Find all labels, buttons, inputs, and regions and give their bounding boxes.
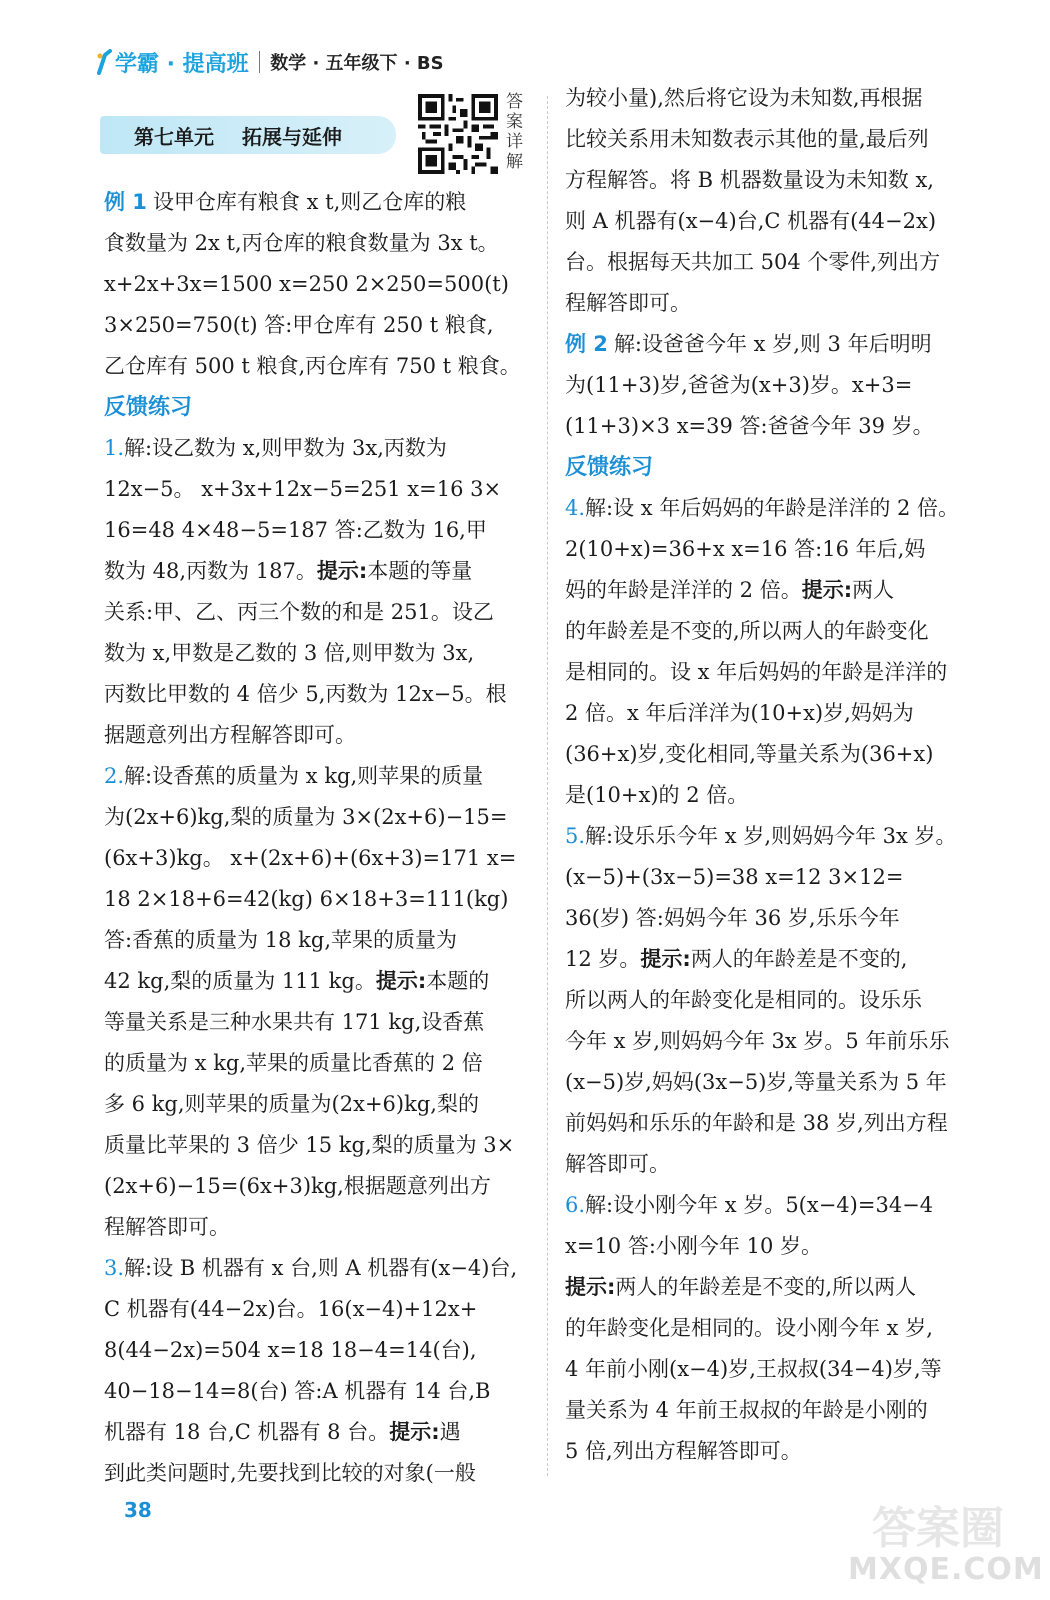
watermark-logo — [848, 1492, 1044, 1592]
hint-text: 本题的 — [426, 969, 490, 993]
line-text: 12x−5。 x+3x+12x−5=251 x=16 3× — [104, 477, 502, 501]
text-line — [104, 1043, 536, 1084]
header-divider — [259, 51, 261, 73]
text-line — [565, 119, 1005, 160]
line-text: C 机器有(44−2x)台。16(x−4)+12x+ — [104, 1297, 478, 1321]
hint-label: 提示: — [389, 1420, 440, 1444]
line-text: 质量比苹果的 3 倍少 15 kg,梨的质量为 3× — [104, 1133, 515, 1157]
line-text: 数为 48,丙数为 187。 — [104, 559, 317, 583]
unit-number: 第七单元 — [134, 124, 214, 149]
watermark-url: MXQE.COM — [848, 1552, 1044, 1587]
line-text: (x−5)岁,妈妈(3x−5)岁,等量关系为 5 年 — [565, 1070, 947, 1094]
exercise-number: 3. — [104, 1256, 125, 1280]
line-text: 8(44−2x)=504 x=18 18−4=14(台), — [104, 1338, 477, 1362]
text-line — [104, 1166, 536, 1207]
text-line — [565, 611, 1005, 652]
line-text: x=10 答:小刚今年 10 岁。 — [565, 1234, 822, 1258]
text-line — [565, 324, 1005, 365]
line-text: 2 倍。x 年后洋洋为(10+x)岁,妈妈为 — [565, 701, 914, 725]
text-line — [565, 1308, 1005, 1349]
text-line — [104, 838, 536, 879]
hint-text: 本题的等量 — [367, 559, 473, 583]
text-line — [104, 961, 536, 1002]
exercise-number: 5. — [565, 824, 586, 848]
text-line — [565, 980, 1005, 1021]
text-line — [104, 387, 536, 428]
text-line — [565, 1062, 1005, 1103]
text-line — [565, 365, 1005, 406]
subject-label: 数学 · 五年级下 · BS — [270, 53, 444, 74]
line-text: 量关系为 4 年前王叔叔的年龄是小刚的 — [565, 1398, 928, 1422]
line-text: 程解答即可。 — [104, 1215, 230, 1239]
text-line — [104, 1207, 536, 1248]
line-text: 程解答即可。 — [565, 291, 691, 315]
line-text: 答:香蕉的质量为 18 kg,苹果的质量为 — [104, 928, 457, 952]
hint-label: 提示: — [375, 969, 427, 993]
line-text: 设甲仓库有粮食 x t,则乙仓库的粮 — [152, 190, 467, 214]
line-text: 2(10+x)=36+x x=16 答:16 年后,妈 — [565, 537, 926, 561]
line-text: 比较关系用未知数表示其他的量,最后列 — [565, 127, 929, 151]
line-text: 台。根据每天共加工 504 个零件,列出方 — [565, 250, 941, 274]
text-line — [565, 1021, 1005, 1062]
line-text: 方程解答。将 B 机器数量设为未知数 x, — [565, 168, 934, 192]
line-text: 3×250=750(t) 答:甲仓库有 250 t 粮食, — [104, 313, 494, 337]
text-line — [104, 1248, 536, 1289]
section-heading: 反馈练习 — [565, 455, 654, 480]
text-line — [565, 652, 1005, 693]
qr-code-icon[interactable] — [418, 94, 498, 174]
example-label: 例 2 — [565, 332, 608, 356]
text-line — [565, 283, 1005, 324]
line-text: 解:设香蕉的质量为 x kg,则苹果的质量 — [124, 764, 484, 788]
text-line — [565, 1103, 1005, 1144]
text-line — [565, 447, 1005, 488]
text-line — [104, 1084, 536, 1125]
text-line — [104, 715, 536, 756]
text-line — [565, 78, 1005, 119]
line-text: 机器有 18 台,C 机器有 8 台。 — [104, 1420, 390, 1444]
text-line — [565, 1431, 1005, 1472]
line-text: 妈的年龄是洋洋的 2 倍。 — [565, 578, 802, 602]
line-text: 5 倍,列出方程解答即可。 — [565, 1439, 802, 1463]
page-header — [96, 42, 444, 82]
text-line — [565, 775, 1005, 816]
line-text: 为较小量),然后将它设为未知数,再根据 — [565, 86, 923, 110]
section-heading: 反馈练习 — [104, 395, 193, 420]
line-text: 是相同的。设 x 年后妈妈的年龄是洋洋的 — [565, 660, 948, 684]
line-text: 关系:甲、乙、丙三个数的和是 251。设乙 — [104, 600, 494, 624]
text-line — [104, 182, 536, 223]
line-text: 的质量为 x kg,苹果的质量比香蕉的 2 倍 — [104, 1051, 483, 1075]
text-line — [104, 1002, 536, 1043]
line-text: 解:设 B 机器有 x 台,则 A 机器有(x−4)台, — [124, 1256, 518, 1280]
line-text: (2x+6)−15=(6x+3)kg,根据题意列出方 — [104, 1174, 491, 1198]
text-line — [565, 1144, 1005, 1185]
text-line — [565, 488, 1005, 529]
text-line — [565, 1390, 1005, 1431]
text-line — [104, 428, 536, 469]
text-line — [565, 201, 1005, 242]
text-line — [565, 857, 1005, 898]
hint-text: 遇 — [439, 1420, 461, 1444]
right-column — [565, 78, 1005, 1472]
text-line — [565, 693, 1005, 734]
line-text: 解:设 x 年后妈妈的年龄是洋洋的 2 倍。 — [585, 496, 960, 520]
hint-text: 两人 — [852, 578, 895, 602]
line-text: 前妈妈和乐乐的年龄和是 38 岁,列出方程 — [565, 1111, 948, 1135]
exercise-number: 2. — [104, 764, 125, 788]
line-text: 解:设小刚今年 x 岁。5(x−4)=34−4 — [585, 1193, 934, 1217]
text-line — [565, 1349, 1005, 1390]
line-text: 解答即可。 — [565, 1152, 670, 1176]
text-line — [104, 1289, 536, 1330]
text-line — [565, 816, 1005, 857]
hint-label: 提示: — [316, 559, 368, 583]
line-text: 18 2×18+6=42(kg) 6×18+3=111(kg) — [104, 887, 509, 911]
unit-banner — [100, 116, 396, 154]
text-line — [565, 406, 1005, 447]
exercise-number: 4. — [565, 496, 586, 520]
text-line — [565, 529, 1005, 570]
text-line — [565, 1185, 1005, 1226]
exercise-number: 1. — [104, 436, 125, 460]
line-text: 多 6 kg,则苹果的质量为(2x+6)kg,梨的 — [104, 1092, 479, 1116]
page-number: 38 — [124, 1498, 152, 1522]
text-line — [104, 305, 536, 346]
line-text: 16=48 4×48−5=187 答:乙数为 16,甲 — [104, 518, 487, 542]
line-text: 为(11+3)岁,爸爸为(x+3)岁。x+3= — [565, 373, 913, 397]
hint-label: 提示: — [640, 947, 691, 971]
text-line — [104, 1453, 536, 1494]
qr-caption: 答案详解 — [506, 92, 523, 172]
text-line — [104, 879, 536, 920]
line-text: 到此类问题时,先要找到比较的对象(一般 — [104, 1461, 476, 1485]
line-text: 据题意列出方程解答即可。 — [104, 723, 356, 747]
column-divider — [547, 96, 548, 1476]
text-line — [104, 510, 536, 551]
text-line — [104, 1330, 536, 1371]
text-line — [565, 1226, 1005, 1267]
line-text: 则 A 机器有(x−4)台,C 机器有(44−2x) — [565, 209, 937, 233]
line-text: 解:设爸爸今年 x 岁,则 3 年后明明 — [613, 332, 932, 356]
line-text: 数为 x,甲数是乙数的 3 倍,则甲数为 3x, — [104, 641, 475, 665]
text-line — [565, 1267, 1005, 1308]
text-line — [104, 264, 536, 305]
text-line — [565, 242, 1005, 283]
watermark-text: 答案圈 — [872, 1503, 1004, 1554]
exercise-number: 6. — [565, 1193, 586, 1217]
text-line — [104, 592, 536, 633]
line-text: 的年龄变化是相同的。设小刚今年 x 岁, — [565, 1316, 933, 1340]
text-line — [104, 797, 536, 838]
text-line — [104, 633, 536, 674]
brand-logo — [96, 47, 249, 78]
line-text: 的年龄差是不变的,所以两人的年龄变化 — [565, 619, 929, 643]
line-text: 42 kg,梨的质量为 111 kg。 — [104, 969, 376, 993]
left-column — [104, 182, 536, 1494]
line-text: 解:设乙数为 x,则甲数为 3x,丙数为 — [124, 436, 447, 460]
line-text: (11+3)×3 x=39 答:爸爸今年 39 岁。 — [565, 414, 934, 438]
text-line — [104, 674, 536, 715]
line-text: 今年 x 岁,则妈妈今年 3x 岁。5 年前乐乐 — [565, 1029, 950, 1053]
hint-label: 提示: — [565, 1275, 616, 1299]
text-line — [104, 920, 536, 961]
brand-name: 学霸 · 提高班 — [115, 51, 249, 77]
line-text: 36(岁) 答:妈妈今年 36 岁,乐乐今年 — [565, 906, 900, 930]
text-line — [565, 570, 1005, 611]
hint-text: 两人的年龄差是不变的, — [690, 947, 908, 971]
line-text: 12 岁。 — [565, 947, 641, 971]
line-text: 乙仓库有 500 t 粮食,丙仓库有 750 t 粮食。 — [104, 354, 521, 378]
hint-label: 提示: — [801, 578, 853, 602]
line-text: (x−5)+(3x−5)=38 x=12 3×12= — [565, 865, 904, 889]
unit-title: 拓展与延伸 — [242, 124, 342, 149]
text-line — [104, 1412, 536, 1453]
line-text: 所以两人的年龄变化是相同的。设乐乐 — [565, 988, 922, 1012]
text-line — [104, 1125, 536, 1166]
hint-text: 两人的年龄差是不变的,所以两人 — [615, 1275, 917, 1299]
line-text: x+2x+3x=1500 x=250 2×250=500(t) — [104, 272, 509, 296]
line-text: 是(10+x)的 2 倍。 — [565, 783, 749, 807]
brand-icon — [96, 49, 112, 75]
text-line — [565, 939, 1005, 980]
text-line — [104, 551, 536, 592]
text-line — [565, 898, 1005, 939]
line-text: 等量关系是三种水果共有 171 kg,设香蕉 — [104, 1010, 485, 1034]
line-text: 食数量为 2x t,丙仓库的粮食数量为 3x t。 — [104, 231, 499, 255]
text-line — [104, 1371, 536, 1412]
text-line — [104, 346, 536, 387]
text-line — [104, 756, 536, 797]
line-text: 4 年前小刚(x−4)岁,王叔叔(34−4)岁,等 — [565, 1357, 942, 1381]
line-text: (6x+3)kg。 x+(2x+6)+(6x+3)=171 x= — [104, 846, 517, 870]
line-text: 丙数比甲数的 4 倍少 5,丙数为 12x−5。根 — [104, 682, 507, 706]
text-line — [565, 160, 1005, 201]
example-label: 例 1 — [104, 190, 147, 214]
line-text: 解:设乐乐今年 x 岁,则妈妈今年 3x 岁。 — [585, 824, 957, 848]
line-text: 40−18−14=8(台) 答:A 机器有 14 台,B — [104, 1379, 491, 1403]
text-line — [104, 223, 536, 264]
text-line — [565, 734, 1005, 775]
line-text: 为(2x+6)kg,梨的质量为 3×(2x+6)−15= — [104, 805, 508, 829]
text-line — [104, 469, 536, 510]
line-text: (36+x)岁,变化相同,等量关系为(36+x) — [565, 742, 934, 766]
